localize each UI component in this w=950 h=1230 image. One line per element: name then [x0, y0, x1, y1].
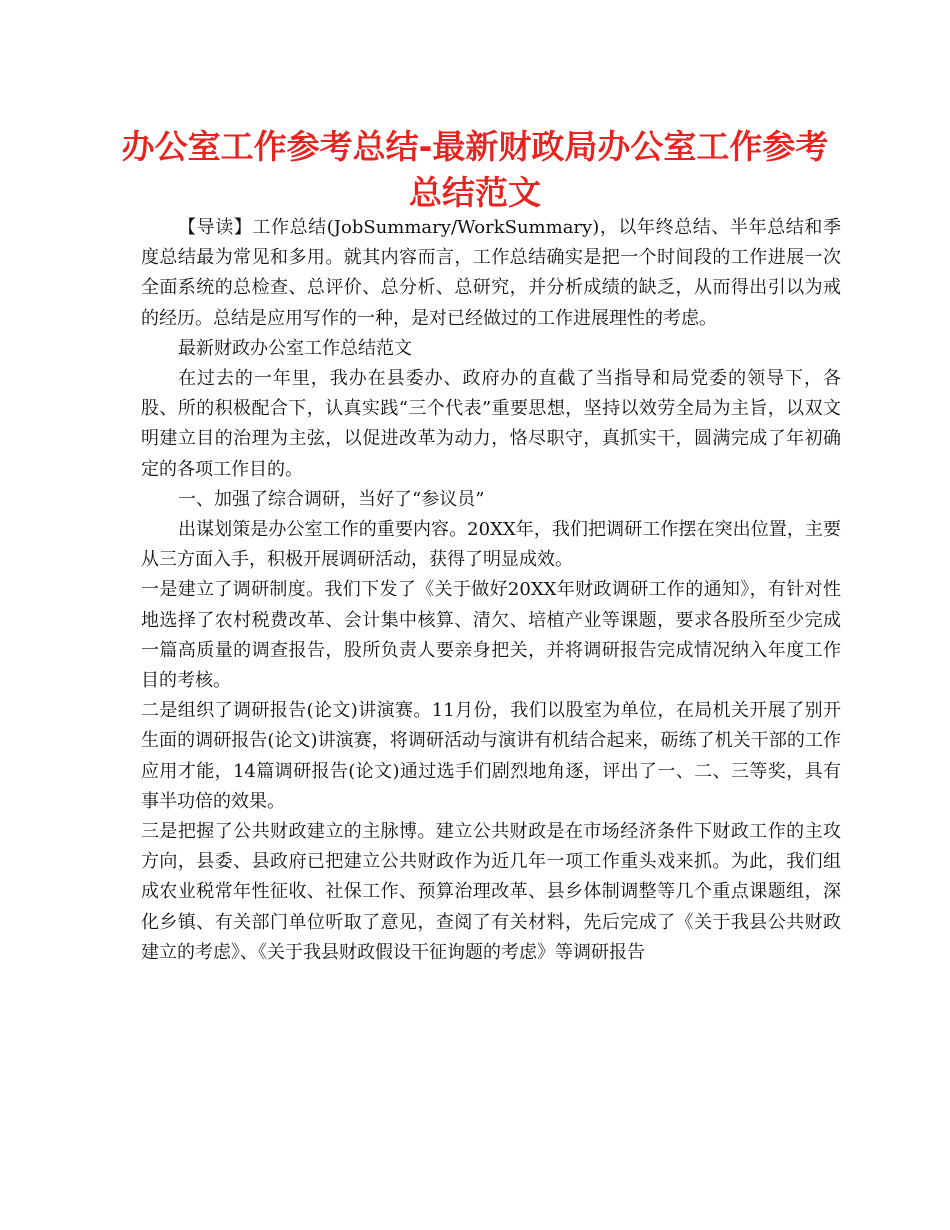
paragraph-subtitle: 最新财政办公室工作总结范文: [178, 337, 412, 359]
document-title-line1: 办公室工作参考总结-最新财政局办公室工作参考: [121, 127, 829, 166]
section-heading-1: 一、加强了综合调研，当好了“参议员”: [178, 488, 485, 510]
paragraph-section-1: 出谋划策是办公室工作的重要内容。20XX年，我们把调研工作摆在突出位置，主要从三方面入手，积极开展调研活动，获得了明显成效。: [141, 519, 841, 571]
document-title-line2: 总结范文: [409, 173, 541, 212]
paragraph-intro: 【导读】工作总结(JobSummary/WorkSummary)，以年终总结、半年总结和季度总结最为常见和多用。就其内容而言，工作总结确实是把一个时间段的工作进展一次全面系统的总检查、总评价、总分析、总研究，并分析成绩的缺乏，从而得出引以为戒的经历。总结是应用写作的一种，是对已经做过的工作进展理性的考虑。: [141, 217, 841, 329]
paragraph-overview: 在过去的一年里，我办在县委办、政府办的直截了当指导和局党委的领导下，各股、所的积极配合下，认真实践“三个代表”重要思想，坚持以效劳全局为主旨，以双文明建立目的治理为主弦，以促进改革为动力，恪尽职守，真抓实干，圆满完成了年初确定的各项工作目的。: [141, 368, 841, 480]
paragraph-point-2: 二是组织了调研报告(论文)讲演赛。11月份，我们以股室为单位，在局机关开展了别开生面的调研报告(论文)讲演赛，将调研活动与演讲有机结合起来，砺练了机关干部的工作应用才能，14篇调研报告(论文)通过选手们剧烈地角逐，评出了一、二、三等奖，具有事半功倍的效果。: [141, 700, 841, 812]
document-body: [141, 213, 841, 968]
paragraph-point-1: 一是建立了调研制度。我们下发了《关于做好20XX年财政调研工作的通知》，有针对性地选择了农村税费改革、会计集中核算、清欠、培植产业等课题，要求各股所至少完成一篇高质量的调查报告，股所负责人要亲身把关，并将调研报告完成情况纳入年度工作目的考核。: [141, 579, 841, 692]
paragraph-point-3: 三是把握了公共财政建立的主脉博。建立公共财政是在市场经济条件下财政工作的主攻方向，县委、县政府已把建立公共财政作为近几年一项工作重头戏来抓。为此，我们组成农业税常年性征收、社保工作、预算治理改革、县乡体制调整等几个重点课题组，深化乡镇、有关部门单位听取了意见，查阅了有关材料，先后完成了《关于我县公共财政建立的考虑》、《关于我县财政假设干征询题的考虑》等调研报告: [141, 821, 841, 963]
